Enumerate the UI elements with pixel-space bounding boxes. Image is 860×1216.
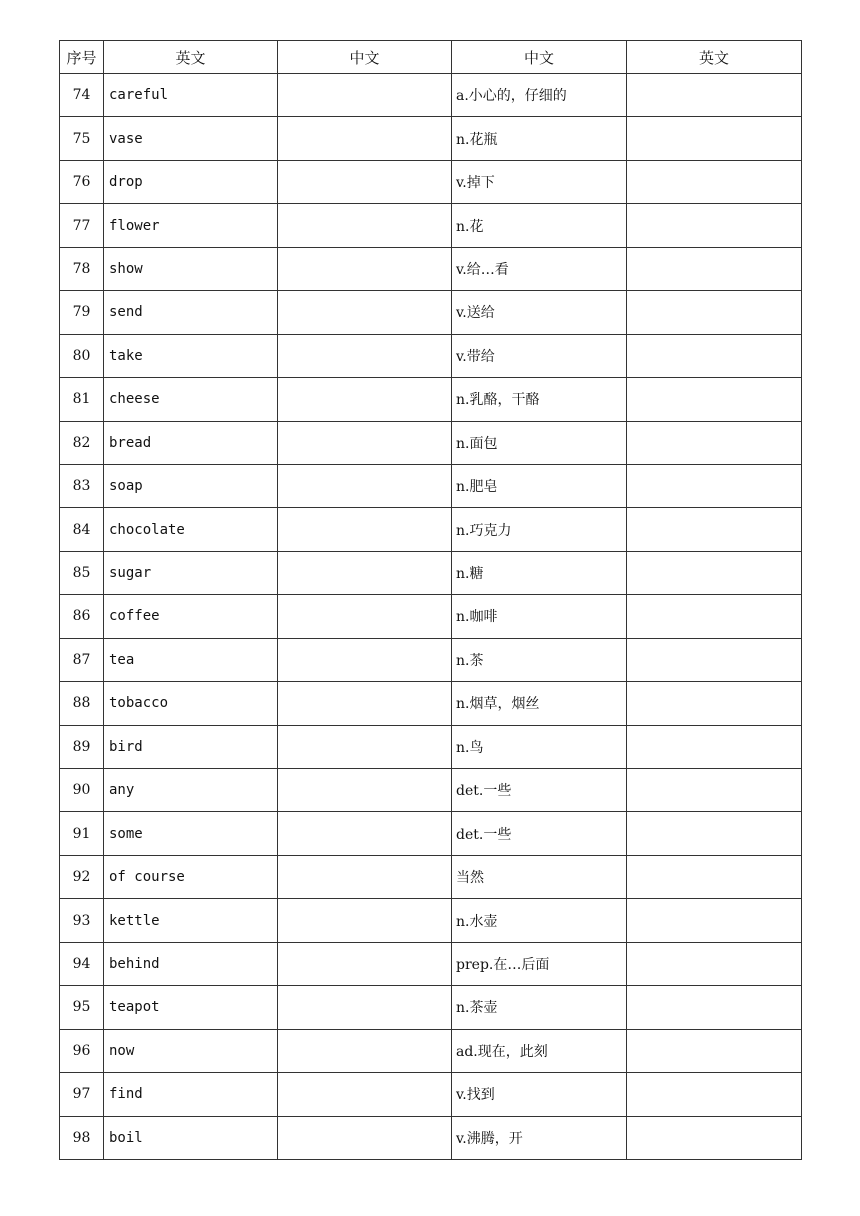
chinese-answer-cell[interactable] [278, 725, 452, 768]
english-word: of course [104, 855, 278, 898]
chinese-answer-cell[interactable] [278, 421, 452, 464]
row-number: 88 [60, 682, 104, 725]
chinese-answer-cell[interactable] [278, 334, 452, 377]
table-row [60, 74, 802, 117]
chinese-meaning: v.给…看 [452, 247, 627, 290]
chinese-answer-cell[interactable] [278, 464, 452, 507]
english-answer-cell[interactable] [627, 595, 802, 638]
english-answer-cell[interactable] [627, 855, 802, 898]
chinese-answer-cell[interactable] [278, 769, 452, 812]
chinese-meaning: n.咖啡 [452, 595, 627, 638]
chinese-meaning: n.巧克力 [452, 508, 627, 551]
chinese-answer-cell[interactable] [278, 74, 452, 117]
chinese-meaning: n.茶壶 [452, 986, 627, 1029]
header-number: 序号 [60, 41, 104, 74]
table-header-row [60, 41, 802, 74]
english-word: bread [104, 421, 278, 464]
english-word: boil [104, 1116, 278, 1159]
header-english-blank: 英文 [627, 41, 802, 74]
english-word: drop [104, 160, 278, 203]
english-word: tobacco [104, 682, 278, 725]
english-word: some [104, 812, 278, 855]
row-number: 91 [60, 812, 104, 855]
row-number: 78 [60, 247, 104, 290]
chinese-answer-cell[interactable] [278, 638, 452, 681]
row-number: 87 [60, 638, 104, 681]
chinese-answer-cell[interactable] [278, 682, 452, 725]
english-answer-cell[interactable] [627, 725, 802, 768]
row-number: 76 [60, 160, 104, 203]
chinese-meaning: v.沸腾，开 [452, 1116, 627, 1159]
chinese-meaning: 当然 [452, 855, 627, 898]
row-number: 85 [60, 551, 104, 594]
chinese-answer-cell[interactable] [278, 986, 452, 1029]
english-answer-cell[interactable] [627, 942, 802, 985]
chinese-meaning: det.一些 [452, 769, 627, 812]
table-row [60, 291, 802, 334]
table-row [60, 812, 802, 855]
chinese-answer-cell[interactable] [278, 855, 452, 898]
table-row [60, 334, 802, 377]
vocabulary-table [59, 40, 802, 1160]
english-answer-cell[interactable] [627, 378, 802, 421]
chinese-meaning: n.鸟 [452, 725, 627, 768]
chinese-answer-cell[interactable] [278, 160, 452, 203]
chinese-meaning: v.找到 [452, 1073, 627, 1116]
english-answer-cell[interactable] [627, 204, 802, 247]
english-answer-cell[interactable] [627, 1029, 802, 1072]
chinese-answer-cell[interactable] [278, 291, 452, 334]
english-answer-cell[interactable] [627, 334, 802, 377]
chinese-meaning: prep.在…后面 [452, 942, 627, 985]
english-word: show [104, 247, 278, 290]
row-number: 83 [60, 464, 104, 507]
table-row [60, 1116, 802, 1159]
row-number: 93 [60, 899, 104, 942]
english-answer-cell[interactable] [627, 508, 802, 551]
english-answer-cell[interactable] [627, 551, 802, 594]
chinese-meaning: n.糖 [452, 551, 627, 594]
chinese-answer-cell[interactable] [278, 812, 452, 855]
row-number: 74 [60, 74, 104, 117]
chinese-meaning: n.面包 [452, 421, 627, 464]
chinese-answer-cell[interactable] [278, 1116, 452, 1159]
table-row [60, 551, 802, 594]
english-word: find [104, 1073, 278, 1116]
chinese-meaning: det.一些 [452, 812, 627, 855]
english-word: send [104, 291, 278, 334]
english-word: vase [104, 117, 278, 160]
english-answer-cell[interactable] [627, 74, 802, 117]
table-row [60, 942, 802, 985]
english-word: careful [104, 74, 278, 117]
english-word: behind [104, 942, 278, 985]
chinese-meaning: n.肥皂 [452, 464, 627, 507]
table-row [60, 1029, 802, 1072]
english-word: soap [104, 464, 278, 507]
english-answer-cell[interactable] [627, 986, 802, 1029]
english-word: teapot [104, 986, 278, 1029]
row-number: 80 [60, 334, 104, 377]
english-word: now [104, 1029, 278, 1072]
table-row [60, 769, 802, 812]
chinese-answer-cell[interactable] [278, 942, 452, 985]
english-word: tea [104, 638, 278, 681]
english-answer-cell[interactable] [627, 769, 802, 812]
english-answer-cell[interactable] [627, 247, 802, 290]
row-number: 98 [60, 1116, 104, 1159]
english-answer-cell[interactable] [627, 160, 802, 203]
chinese-meaning: v.带给 [452, 334, 627, 377]
row-number: 90 [60, 769, 104, 812]
table-row [60, 378, 802, 421]
english-word: chocolate [104, 508, 278, 551]
header-english: 英文 [104, 41, 278, 74]
chinese-answer-cell[interactable] [278, 508, 452, 551]
table-row [60, 1073, 802, 1116]
table-row [60, 247, 802, 290]
row-number: 96 [60, 1029, 104, 1072]
chinese-answer-cell[interactable] [278, 247, 452, 290]
english-answer-cell[interactable] [627, 899, 802, 942]
chinese-meaning: n.乳酪，干酪 [452, 378, 627, 421]
table-row [60, 595, 802, 638]
english-answer-cell[interactable] [627, 638, 802, 681]
english-word: coffee [104, 595, 278, 638]
row-number: 77 [60, 204, 104, 247]
row-number: 86 [60, 595, 104, 638]
chinese-meaning: a.小心的，仔细的 [452, 74, 627, 117]
english-answer-cell[interactable] [627, 812, 802, 855]
chinese-meaning: n.茶 [452, 638, 627, 681]
table-row [60, 464, 802, 507]
table-row [60, 204, 802, 247]
english-answer-cell[interactable] [627, 464, 802, 507]
english-answer-cell[interactable] [627, 1116, 802, 1159]
row-number: 82 [60, 421, 104, 464]
chinese-answer-cell[interactable] [278, 551, 452, 594]
table-row [60, 638, 802, 681]
row-number: 81 [60, 378, 104, 421]
table-row [60, 508, 802, 551]
table-body [60, 74, 802, 1160]
chinese-answer-cell[interactable] [278, 378, 452, 421]
row-number: 92 [60, 855, 104, 898]
row-number: 75 [60, 117, 104, 160]
english-word: kettle [104, 899, 278, 942]
row-number: 95 [60, 986, 104, 1029]
chinese-meaning: n.花瓶 [452, 117, 627, 160]
english-word: sugar [104, 551, 278, 594]
table-row [60, 855, 802, 898]
english-answer-cell[interactable] [627, 421, 802, 464]
table-row [60, 160, 802, 203]
english-word: any [104, 769, 278, 812]
chinese-meaning: n.水壶 [452, 899, 627, 942]
english-answer-cell[interactable] [627, 117, 802, 160]
row-number: 89 [60, 725, 104, 768]
chinese-meaning: v.掉下 [452, 160, 627, 203]
english-word: bird [104, 725, 278, 768]
english-word: take [104, 334, 278, 377]
english-word: cheese [104, 378, 278, 421]
english-answer-cell[interactable] [627, 291, 802, 334]
chinese-meaning: v.送给 [452, 291, 627, 334]
chinese-answer-cell[interactable] [278, 1073, 452, 1116]
chinese-answer-cell[interactable] [278, 1029, 452, 1072]
english-answer-cell[interactable] [627, 1073, 802, 1116]
row-number: 97 [60, 1073, 104, 1116]
row-number: 79 [60, 291, 104, 334]
chinese-answer-cell[interactable] [278, 595, 452, 638]
row-number: 94 [60, 942, 104, 985]
chinese-meaning: n.烟草，烟丝 [452, 682, 627, 725]
chinese-answer-cell[interactable] [278, 204, 452, 247]
table-row [60, 899, 802, 942]
english-word: flower [104, 204, 278, 247]
chinese-answer-cell[interactable] [278, 899, 452, 942]
table-row [60, 682, 802, 725]
english-answer-cell[interactable] [627, 682, 802, 725]
header-chinese: 中文 [452, 41, 627, 74]
table-row [60, 117, 802, 160]
table-row [60, 986, 802, 1029]
table-row [60, 725, 802, 768]
chinese-answer-cell[interactable] [278, 117, 452, 160]
table-row [60, 421, 802, 464]
chinese-meaning: ad.现在，此刻 [452, 1029, 627, 1072]
header-chinese-blank: 中文 [278, 41, 452, 74]
row-number: 84 [60, 508, 104, 551]
chinese-meaning: n.花 [452, 204, 627, 247]
